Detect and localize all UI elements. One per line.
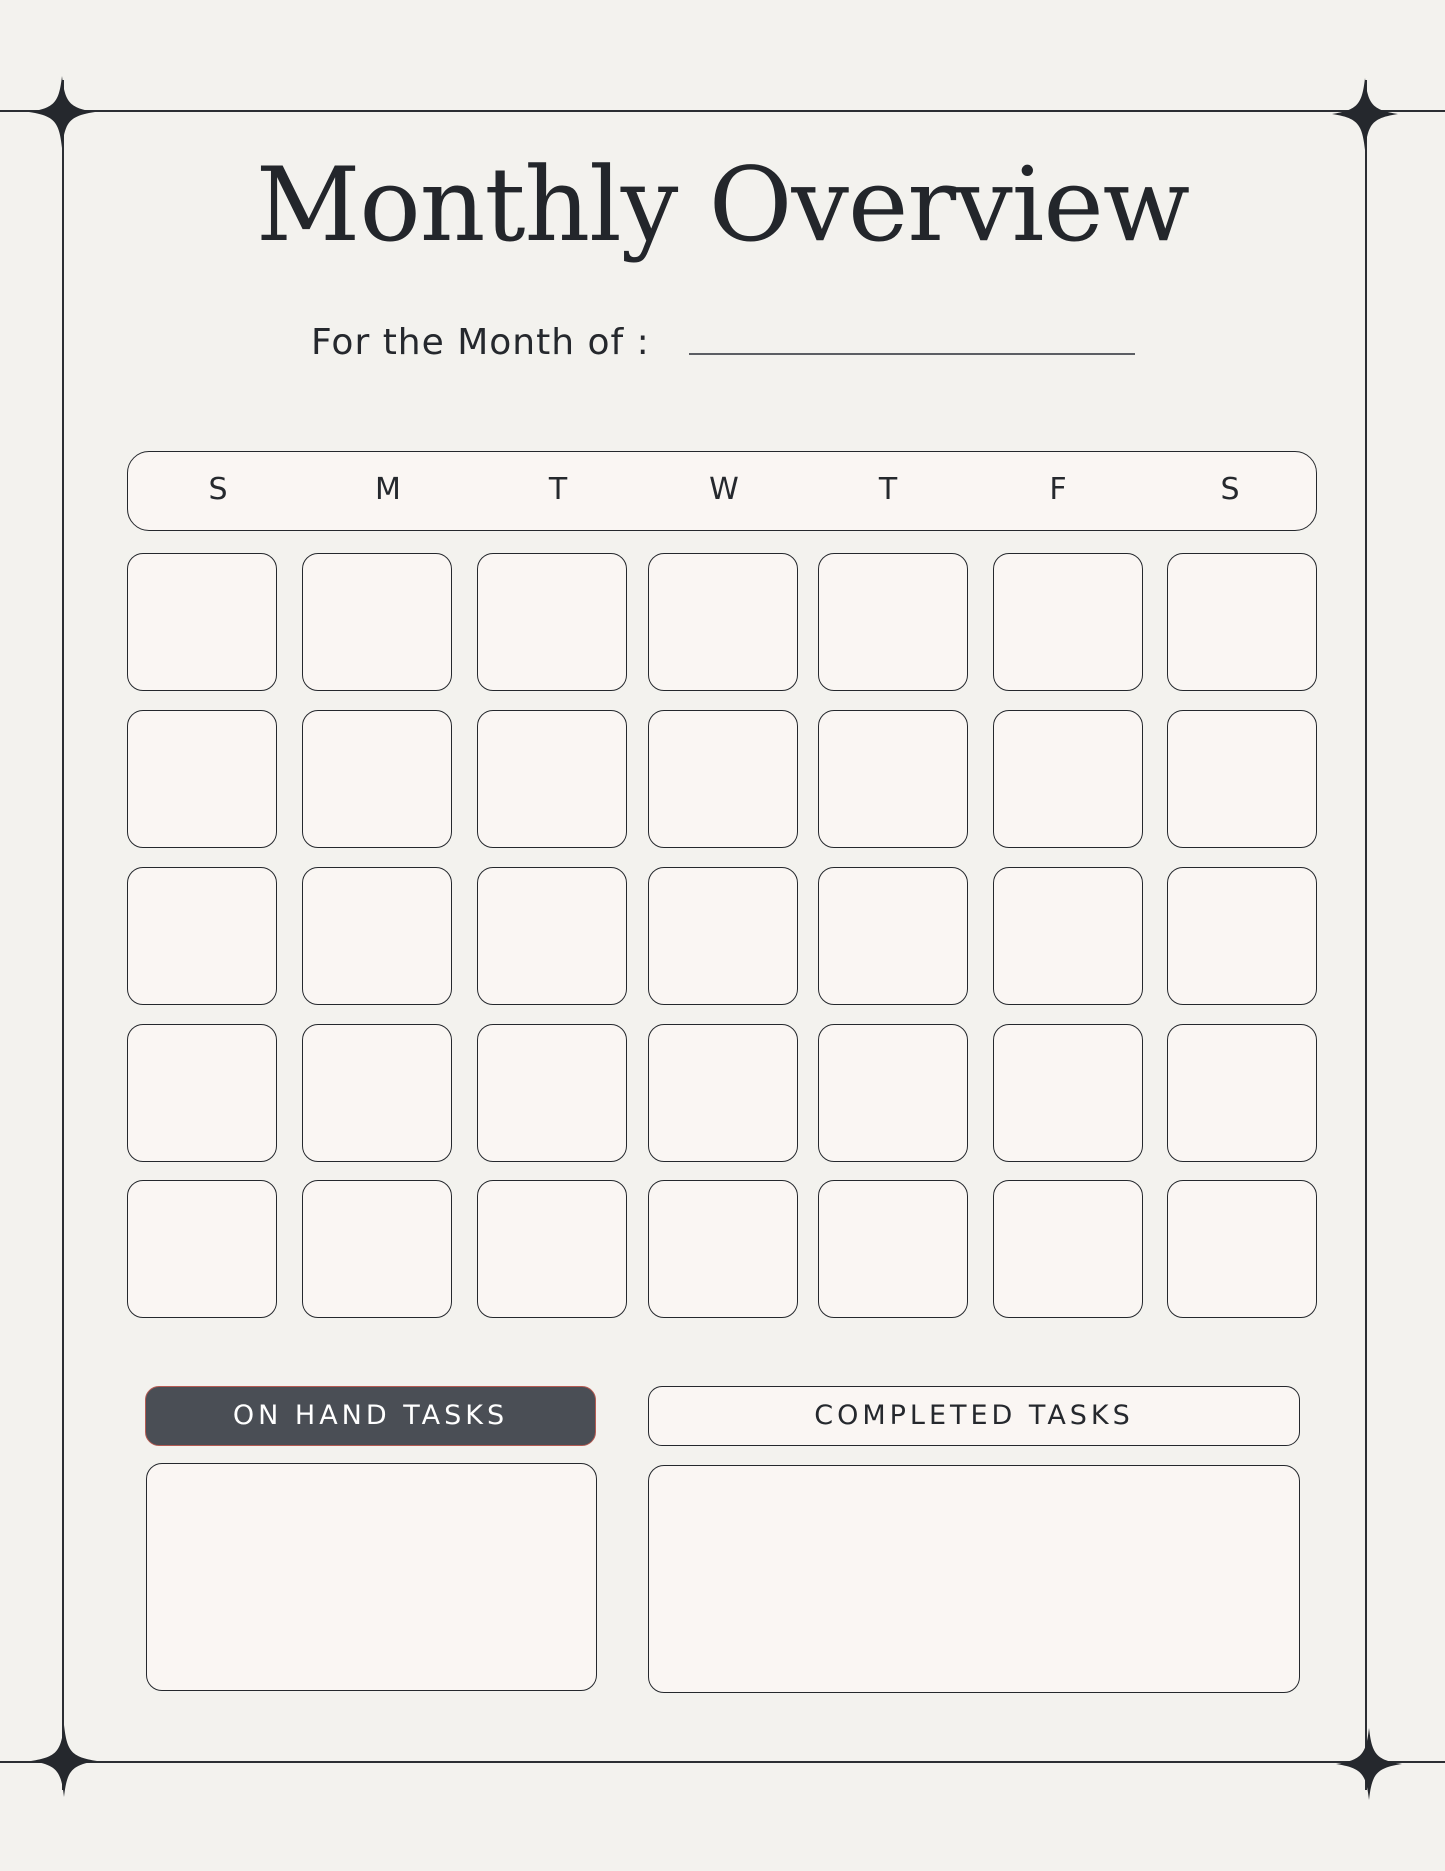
weekday-friday: F: [1049, 472, 1067, 507]
completed-tasks-header: COMPLETED TASKS: [648, 1386, 1300, 1446]
calendar-day-cell[interactable]: [818, 1180, 968, 1318]
weekday-tuesday: T: [548, 472, 568, 507]
calendar-day-cell[interactable]: [648, 867, 798, 1005]
calendar-day-cell[interactable]: [1167, 710, 1317, 848]
calendar-day-cell[interactable]: [993, 710, 1143, 848]
corner-star-icon: [1332, 78, 1398, 150]
frame-line-right: [1365, 80, 1367, 1790]
calendar-day-cell[interactable]: [818, 710, 968, 848]
page-title: Monthly Overview: [255, 146, 1190, 265]
calendar-day-cell[interactable]: [993, 867, 1143, 1005]
frame-line-top: [0, 110, 1445, 112]
calendar-day-cell[interactable]: [477, 1180, 627, 1318]
calendar-day-cell[interactable]: [993, 1180, 1143, 1318]
calendar-day-cell[interactable]: [1167, 1024, 1317, 1162]
weekday-header: [127, 451, 1317, 531]
calendar-day-cell[interactable]: [1167, 867, 1317, 1005]
calendar-day-cell[interactable]: [648, 553, 798, 691]
frame-line-left: [62, 80, 64, 1790]
weekday-thursday: T: [878, 472, 898, 507]
calendar-day-cell[interactable]: [302, 1024, 452, 1162]
frame-line-bottom: [0, 1761, 1445, 1763]
calendar-day-cell[interactable]: [127, 553, 277, 691]
calendar-day-cell[interactable]: [477, 1024, 627, 1162]
weekday-sunday: S: [208, 472, 228, 507]
calendar-day-cell[interactable]: [1167, 553, 1317, 691]
calendar-day-cell[interactable]: [127, 710, 277, 848]
calendar-day-cell[interactable]: [648, 1024, 798, 1162]
corner-star-icon: [31, 1725, 97, 1797]
weekday-wednesday: W: [709, 472, 739, 507]
calendar-day-cell[interactable]: [477, 867, 627, 1005]
calendar-day-cell[interactable]: [127, 867, 277, 1005]
calendar-day-cell[interactable]: [648, 710, 798, 848]
calendar-day-cell[interactable]: [648, 1180, 798, 1318]
calendar-day-cell[interactable]: [818, 1024, 968, 1162]
weekday-monday: M: [375, 472, 401, 507]
calendar-day-cell[interactable]: [818, 553, 968, 691]
on-hand-tasks-box[interactable]: [146, 1463, 597, 1691]
calendar-day-cell[interactable]: [1167, 1180, 1317, 1318]
completed-tasks-box[interactable]: [648, 1465, 1300, 1693]
on-hand-tasks-header: ON HAND TASKS: [145, 1386, 596, 1446]
corner-star-icon: [1336, 1728, 1402, 1800]
calendar-day-cell[interactable]: [818, 867, 968, 1005]
calendar-day-cell[interactable]: [127, 1024, 277, 1162]
calendar-day-cell[interactable]: [477, 710, 627, 848]
month-label: For the Month of :: [311, 322, 650, 363]
calendar-day-cell[interactable]: [302, 1180, 452, 1318]
calendar-day-cell[interactable]: [302, 710, 452, 848]
month-input-line[interactable]: [689, 353, 1135, 355]
calendar-day-cell[interactable]: [302, 553, 452, 691]
weekday-saturday: S: [1220, 472, 1240, 507]
calendar-day-cell[interactable]: [477, 553, 627, 691]
calendar-day-cell[interactable]: [302, 867, 452, 1005]
calendar-day-cell[interactable]: [127, 1180, 277, 1318]
calendar-day-cell[interactable]: [993, 1024, 1143, 1162]
corner-star-icon: [29, 76, 95, 148]
calendar-day-cell[interactable]: [993, 553, 1143, 691]
